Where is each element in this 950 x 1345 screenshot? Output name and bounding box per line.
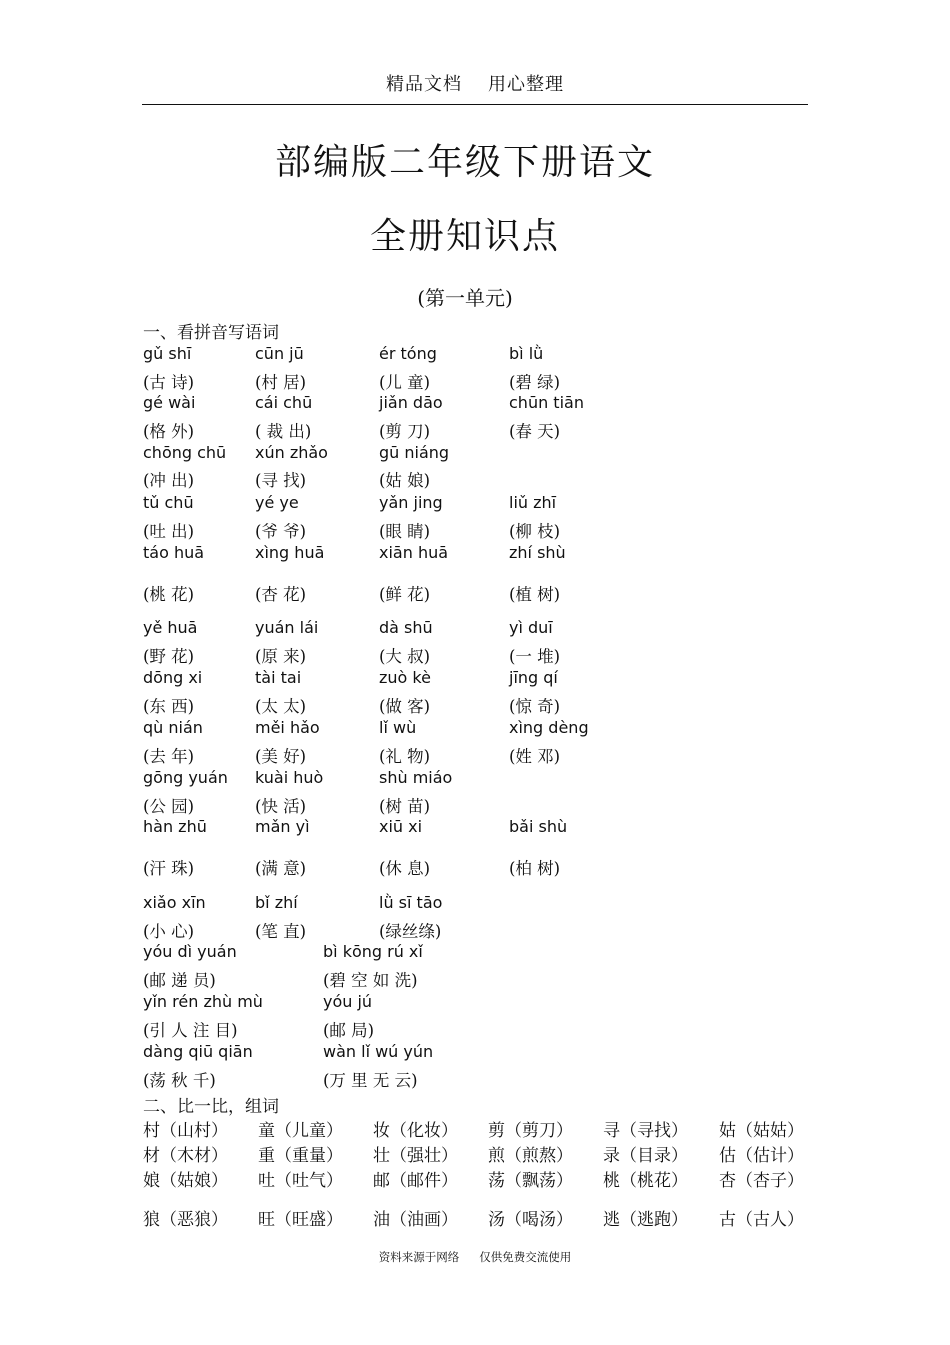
- hanzi-cell: (剪 刀): [379, 422, 431, 441]
- pinyin-cell: xìng dèng: [509, 718, 589, 737]
- pinyin-cell: yě huā: [143, 618, 198, 637]
- pinyin-cell: bì lǜ: [509, 344, 544, 363]
- hanzi-cell: (古 诗): [143, 373, 195, 392]
- pinyin-cell: dà shū: [379, 618, 433, 637]
- hanzi-cell: (邮 递 员): [143, 971, 216, 990]
- hanzi-cell: (美 好): [255, 747, 307, 766]
- pinyin-cell: chōng chū: [143, 443, 227, 462]
- pinyin-cell: cūn jū: [255, 344, 304, 363]
- hanzi-cell: (寻 找): [255, 471, 307, 490]
- page-header: [142, 70, 808, 96]
- hanzi-cell: (礼 物): [379, 747, 431, 766]
- pinyin-cell: xiǎo xīn: [143, 893, 206, 912]
- hanzi-cell: (荡 秋 千): [143, 1071, 216, 1090]
- hanzi-cell: (柳 枝): [509, 522, 561, 541]
- compare-cell: 旺（旺盛）: [258, 1210, 343, 1230]
- compare-cell: 材（木材）: [143, 1146, 228, 1166]
- hanzi-cell: (绿丝绦): [379, 922, 442, 941]
- pinyin-cell: liǔ zhī: [509, 493, 557, 512]
- pinyin-cell: tǔ chū: [143, 493, 194, 512]
- footer-left: 资料来源于网络: [378, 1250, 460, 1264]
- hanzi-cell: (惊 奇): [509, 697, 561, 716]
- hanzi-cell: (汗 珠): [143, 859, 195, 878]
- hanzi-cell: (姓 邓): [509, 747, 561, 766]
- hanzi-cell: (吐 出): [143, 522, 195, 541]
- pinyin-cell: ér tóng: [379, 344, 437, 363]
- hanzi-cell: (太 太): [255, 697, 307, 716]
- compare-cell: 估（估计）: [719, 1146, 804, 1166]
- pinyin-cell: yǐn rén zhù mù: [143, 992, 263, 1011]
- compare-cell: 村（山村）: [143, 1121, 228, 1141]
- compare-cell: 逃（逃跑）: [603, 1210, 688, 1230]
- hanzi-cell: (植 树): [509, 585, 561, 604]
- hanzi-cell: (碧 空 如 洗): [323, 971, 418, 990]
- pinyin-cell: zhí shù: [509, 543, 566, 562]
- pinyin-cell: gōng yuán: [143, 768, 228, 787]
- hanzi-cell: (树 苗): [379, 797, 431, 816]
- compare-cell: 重（重量）: [258, 1146, 343, 1166]
- hanzi-cell: (一 堆): [509, 647, 561, 666]
- unit-heading: (第一单元): [417, 286, 513, 310]
- pinyin-cell: yuán lái: [255, 618, 319, 637]
- hanzi-cell: (眼 睛): [379, 522, 431, 541]
- hanzi-cell: (原 来): [255, 647, 307, 666]
- compare-cell: 录（目录）: [603, 1146, 688, 1166]
- compare-cell: 姑（姑姑）: [719, 1121, 804, 1141]
- compare-cell: 狼（恶狼）: [143, 1210, 228, 1230]
- hanzi-cell: (格 外): [143, 422, 195, 441]
- page-footer: [0, 1249, 950, 1265]
- footer-right: 仅供免费交流使用: [479, 1250, 572, 1264]
- hanzi-cell: (公 园): [143, 797, 195, 816]
- compare-cell: 剪（剪刀）: [488, 1121, 573, 1141]
- pinyin-cell: měi hǎo: [255, 718, 320, 737]
- hanzi-cell: (休 息): [379, 859, 431, 878]
- hanzi-cell: (姑 娘): [379, 471, 431, 490]
- compare-cell: 油（油画）: [373, 1210, 458, 1230]
- hanzi-cell: (村 居): [255, 373, 307, 392]
- compare-cell: 壮（强壮）: [373, 1146, 458, 1166]
- hanzi-cell: (冲 出): [143, 471, 195, 490]
- compare-cell: 桃（桃花）: [603, 1171, 688, 1191]
- hanzi-cell: (鲜 花): [379, 585, 431, 604]
- pinyin-cell: dàng qiū qiān: [143, 1042, 253, 1061]
- hanzi-cell: (去 年): [143, 747, 195, 766]
- compare-cell: 古（古人）: [719, 1210, 804, 1230]
- compare-cell: 寻（寻找）: [603, 1121, 688, 1141]
- pinyin-cell: wàn lǐ wú yún: [323, 1042, 434, 1061]
- compare-cell: 娘（姑娘）: [143, 1171, 228, 1191]
- hanzi-cell: (小 心): [143, 922, 195, 941]
- pinyin-cell: lǜ sī tāo: [379, 893, 443, 912]
- hanzi-cell: (笔 直): [255, 922, 307, 941]
- hanzi-cell: (做 客): [379, 697, 431, 716]
- hanzi-cell: (快 活): [255, 797, 307, 816]
- pinyin-cell: cái chū: [255, 393, 313, 412]
- hanzi-cell: (满 意): [255, 859, 307, 878]
- pinyin-cell: jiǎn dāo: [379, 393, 443, 412]
- pinyin-cell: hàn zhū: [143, 817, 207, 836]
- pinyin-cell: bǐ zhí: [255, 893, 298, 912]
- hanzi-cell: (引 人 注 目): [143, 1021, 238, 1040]
- pinyin-cell: jīng qí: [509, 668, 558, 687]
- pinyin-cell: chūn tiān: [509, 393, 584, 412]
- section-2-heading: 二、比一比，组词: [143, 1097, 279, 1117]
- page-subtitle: 全册知识点: [369, 216, 560, 257]
- pinyin-cell: táo huā: [143, 543, 205, 562]
- pinyin-cell: zuò kè: [379, 668, 431, 687]
- pinyin-cell: lǐ wù: [379, 718, 417, 737]
- pinyin-cell: yóu dì yuán: [143, 942, 237, 961]
- pinyin-cell: gǔ shī: [143, 344, 192, 363]
- pinyin-cell: tài tai: [255, 668, 302, 687]
- pinyin-cell: yǎn jing: [379, 493, 443, 512]
- pinyin-cell: kuài huò: [255, 768, 324, 787]
- compare-cell: 吐（吐气）: [258, 1171, 343, 1191]
- compare-cell: 杏（杏子）: [719, 1171, 804, 1191]
- pinyin-cell: xiū xi: [379, 817, 423, 836]
- pinyin-cell: yé ye: [255, 493, 299, 512]
- page-title: 部编版二年级下册语文: [274, 142, 655, 183]
- hanzi-cell: (爷 爷): [255, 522, 307, 541]
- compare-cell: 童（儿童）: [258, 1121, 343, 1141]
- pinyin-cell: shù miáo: [379, 768, 453, 787]
- compare-cell: 汤（喝汤）: [488, 1210, 573, 1230]
- hanzi-cell: (春 天): [509, 422, 561, 441]
- pinyin-cell: mǎn yì: [255, 817, 310, 836]
- pinyin-cell: xiān huā: [379, 543, 449, 562]
- header-right: 用心整理: [488, 74, 564, 95]
- pinyin-cell: yì duī: [509, 618, 553, 637]
- compare-cell: 荡（飘荡）: [488, 1171, 573, 1191]
- hanzi-cell: (杏 花): [255, 585, 307, 604]
- hanzi-cell: (桃 花): [143, 585, 195, 604]
- hanzi-cell: (柏 树): [509, 859, 561, 878]
- compare-cell: 邮（邮件）: [373, 1171, 458, 1191]
- pinyin-cell: xìng huā: [255, 543, 325, 562]
- pinyin-cell: gé wài: [143, 393, 196, 412]
- pinyin-cell: xún zhǎo: [255, 443, 328, 462]
- hanzi-cell: (万 里 无 云): [323, 1071, 418, 1090]
- header-left: 精品文档: [386, 74, 462, 95]
- compare-cell: 妆（化妆）: [373, 1121, 458, 1141]
- header-rule: [142, 104, 808, 105]
- hanzi-cell: ( 裁 出): [255, 422, 312, 441]
- section-1-heading: 一、看拼音写语词: [143, 323, 279, 343]
- pinyin-cell: bǎi shù: [509, 817, 568, 836]
- pinyin-cell: dōng xi: [143, 668, 203, 687]
- hanzi-cell: (野 花): [143, 647, 195, 666]
- pinyin-cell: qù nián: [143, 718, 203, 737]
- compare-cell: 煎（煎熬）: [488, 1146, 573, 1166]
- hanzi-cell: (碧 绿): [509, 373, 561, 392]
- hanzi-cell: (邮 局): [323, 1021, 375, 1040]
- pinyin-cell: yóu jú: [323, 992, 373, 1011]
- hanzi-cell: (东 西): [143, 697, 195, 716]
- hanzi-cell: (儿 童): [379, 373, 431, 392]
- hanzi-cell: (大 叔): [379, 647, 431, 666]
- pinyin-cell: bì kōng rú xǐ: [323, 942, 423, 961]
- pinyin-cell: gū niáng: [379, 443, 450, 462]
